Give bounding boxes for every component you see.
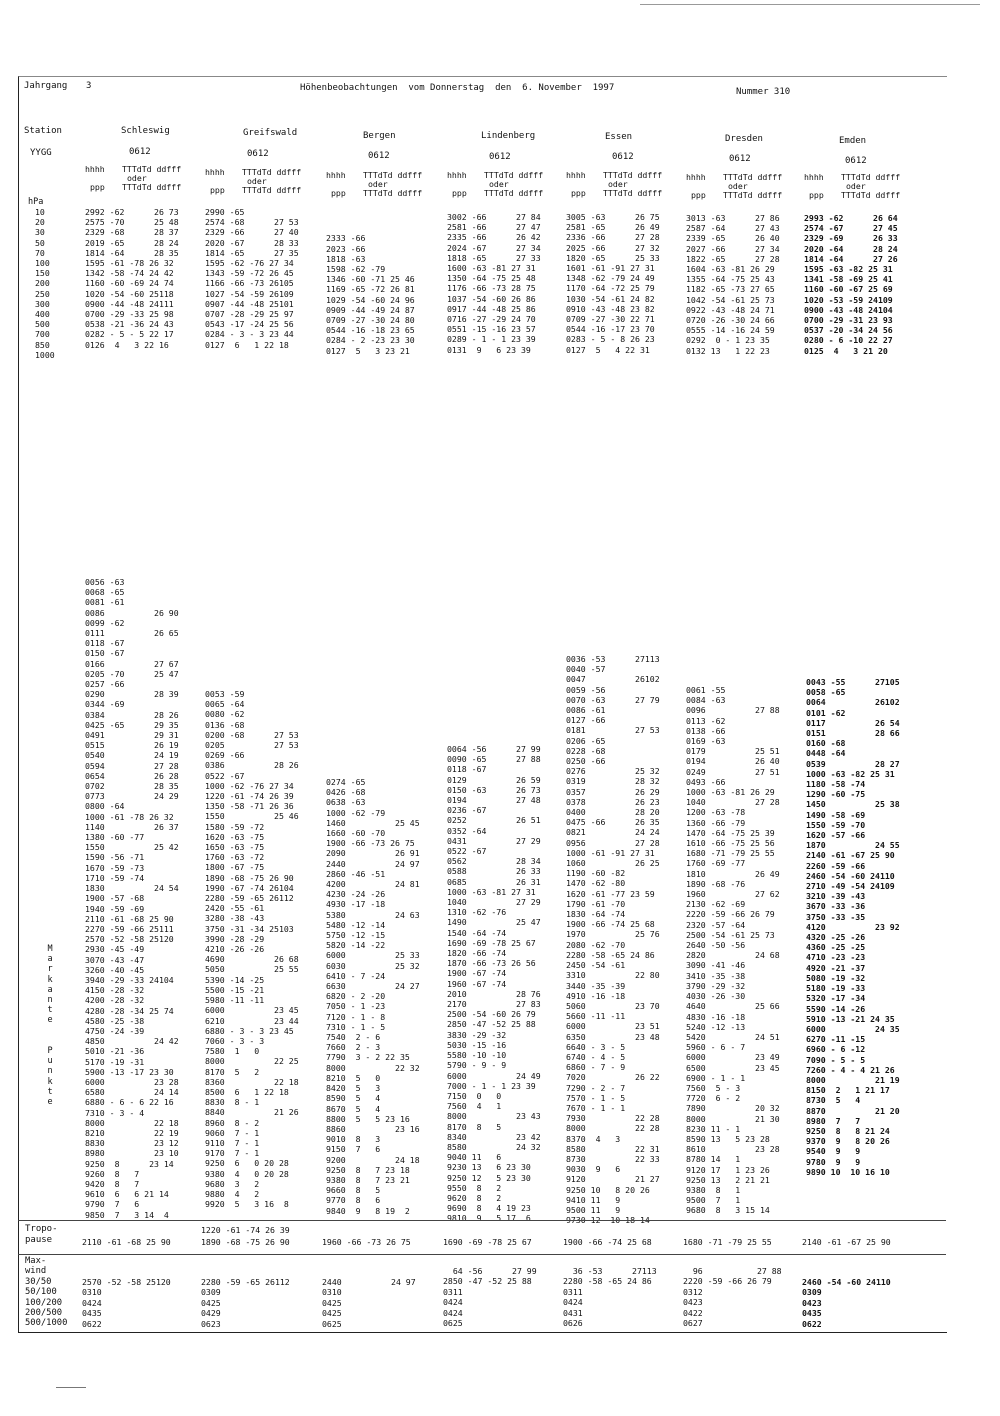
side-label-letter: t — [47, 1086, 53, 1097]
col-header-hhhh: hhhh — [205, 167, 225, 177]
side-label-letter: a — [47, 984, 53, 995]
tropopause-value: 2110 -61 -68 25 90 — [82, 1237, 171, 1247]
standard-levels-lindenberg: 3002 -66 27 84 2581 -66 27 47 2335 -66 26 42 2024 -67 27 34 1818 -65 27 33 1600 -63 -81 27 31 1350 -64 -75 25 48 1176 -66 -73 28 75 1037 -54 -60 26 86 0917 -44 -48 25 86 0716 -27 -29 24 70 0551 -15 -16 23 57 0289 - 1 - 1 23 39 0131 9 6 23 39 — [447, 212, 541, 355]
station-time-schleswig: 0612 — [129, 147, 151, 157]
maxwind-schleswig: 2570 -52 -58 25120 0310 0424 0435 0622 — [82, 1277, 171, 1329]
col-header-ttt-2: TTTdTd ddfff — [484, 188, 544, 198]
col-header-ttt: TTTdTd ddfff — [841, 172, 901, 182]
col-header-ttt: TTTdTd ddfff — [363, 170, 423, 180]
station-time-essen: 0612 — [612, 152, 634, 162]
col-header-oder: oder — [608, 179, 628, 189]
pressure-level: 150 — [35, 268, 50, 279]
station-time-greifswald: 0612 — [247, 149, 269, 159]
col-header-ttt-2: TTTdTd ddfff — [242, 185, 302, 195]
side-label-letter: e — [47, 1015, 53, 1026]
pressure-level: 500 — [35, 319, 50, 330]
tropopause-value: 1900 -66 -74 25 68 — [563, 1237, 652, 1247]
tropopause-value: 1690 -69 -78 25 67 — [443, 1237, 532, 1247]
station-name-bergen: Bergen — [363, 131, 396, 141]
tropopause-label: Tropo- pause — [25, 1224, 58, 1245]
side-label-letter: n — [47, 1066, 53, 1077]
col-header-hhhh: hhhh — [566, 170, 586, 180]
pressure-level: 50 — [35, 237, 45, 248]
significant-levels-lindenberg: 0064 -56 27 99 0090 -65 27 88 0118 -67 0129 26 59 0150 -63 26 73 0194 27 48 0236 -67 0252 26 51 0352 -64 0431 27 29 0522 -67 0562 28 34 0588 26 33 0685 26 31 1000 -63 -81 27 31 1040 27 29 1310 -62 -76 1490 25 47 1540 -64 -74 1690 -69 -78 25 67 1820 -66 -74 1870 -66 -73 26 56 1900 -67 -74 1960 -67 -74 2010 28 76 2170 27 83 2500 -54 -60 26 79 2850 -47 -52 25 88 3830 -29 -32 5030 -15 -16 5580 -10 -10 5790 - 9 - 9 6000 24 49 7000 - 1 - 1 23 39 7150 0 0 7560 4 1 8000 23 43 8170 8 5 8340 23 42 8580 24 32 9040 11 6 9230 13 6 23 30 9250 12 5 23 30 9550 8 2 9620 8 2 9690 8 4 19 23 9810 9 5 17 6 — [447, 744, 541, 1224]
side-label-letter: M — [47, 944, 53, 954]
station-name-dresden: Dresden — [725, 134, 763, 144]
pressure-level: 100 — [35, 258, 50, 269]
pressure-level: 30 — [35, 227, 45, 238]
side-label-letter: P — [47, 1046, 53, 1056]
col-header-oder: oder — [846, 181, 866, 191]
standard-levels-essen: 3005 -63 26 75 2581 -65 26 49 2336 -66 27 28 2025 -66 27 32 1820 -65 25 33 1601 -61 -91 27 31 1348 -62 -79 24 49 1170 -64 -72 25 79 1030 -54 -61 24 82 0910 -43 -48 23 82 0709 -27 -30 22 71 0544 -16 -17 23 70 0283 - 5 - 8 26 23 0127 5 4 22 31 — [566, 212, 660, 355]
standard-levels-schleswig: 2992 -62 26 73 2575 -70 25 48 2329 -68 28 37 2019 -65 28 24 1814 -64 28 35 1595 -61 -78 26 32 1342 -58 -74 24 42 1160 -60 -69 24 74 1020 -54 -60 25118 0900 -44 -48 24111 0700 -29 -33 25 98 0538 -21 -36 24 43 0282 - 5 - 5 22 17 0126 4 3 22 16 — [85, 207, 179, 350]
col-header-oder: oder — [127, 173, 147, 183]
side-label-letter: u — [47, 1056, 53, 1067]
col-header-ttt-2: TTTdTd ddfff — [122, 182, 182, 192]
col-header-ppp: ppp — [452, 188, 467, 198]
station-name-essen: Essen — [605, 132, 633, 142]
col-header-ttt: TTTdTd ddfff — [122, 164, 182, 174]
standard-levels-bergen: 2333 -66 2023 -66 1818 -63 1598 -62 -79 1346 -60 -71 25 46 1169 -65 -72 26 81 1029 -54 -60 24 96 0909 -44 -49 24 87 0709 -27 -30 24 80 0544 -16 -18 23 65 0284 - 2 -23 23 30 0127 5 3 23 21 — [326, 233, 415, 356]
col-header-ppp: ppp — [210, 185, 225, 195]
col-header-hhhh: hhhh — [447, 170, 467, 180]
col-header-ttt: TTTdTd ddfff — [603, 170, 663, 180]
station-label: Station — [24, 126, 62, 136]
pressure-level: 400 — [35, 309, 50, 320]
col-header-ppp: ppp — [809, 190, 824, 200]
yygg-label: YYGG — [30, 148, 52, 158]
scan-artifact-line — [56, 1387, 86, 1388]
col-header-ttt-2: TTTdTd ddfff — [841, 190, 901, 200]
significant-levels-schleswig: 0056 -63 0068 -65 0081 -61 0086 26 90 0099 -62 0111 26 65 0118 -67 0150 -67 0166 27 67 0205 -70 25 47 0257 -66 0290 28 39 0344 -69 0384 28 26 0425 -65 29 35 0491 29 31 0515 26 19 0540 24 19 0594 27 28 0654 26 28 0702 28 35 0773 24 29 0800 -64 1000 -61 -78 26 32 1140 26 37 1380 -60 -77 1550 25 42 1590 -56 -71 1670 -59 -73 1710 -59 -74 1830 24 54 1900 -57 -68 1940 -59 -69 2110 -61 -68 25 90 2270 -59 -66 25111 2570 -52 -58 25120 2930 -45 -49 3070 -43 -47 3260 -40 -45 3940 -29 -33 24104 4150 -28 -32 4200 -28 -32 4280 -28 -34 25 74 4580 -25 -38 4750 -24 -39 4850 24 42 5010 -21 -36 5170 -19 -31 5900 -13 -17 23 30 6000 23 28 6580 24 14 6880 - 6 - 6 22 16 7310 - 3 - 4 8000 22 18 8210 22 19 8830 23 12 8980 23 10 9250 8 23 14 9260 8 7 9420 8 7 9610 6 6 21 14 9790 7 6 9850 7 3 14 4 — [85, 577, 179, 1220]
pressure-level: 20 — [35, 217, 45, 228]
pressure-level: 250 — [35, 288, 50, 299]
maxwind-lindenberg: 64 -56 27 99 2850 -47 -52 25 88 0311 0424 0424 0625 — [443, 1266, 537, 1329]
col-header-ttt: TTTdTd ddfff — [242, 167, 302, 177]
pressure-level-column — [35, 207, 55, 360]
issue-number: Nummer 310 — [736, 87, 791, 97]
col-header-oder: oder — [489, 179, 509, 189]
tropopause-value: 2140 -61 -67 25 90 — [802, 1237, 891, 1247]
col-header-ttt: TTTdTd ddfff — [484, 170, 544, 180]
tropopause-value: 1680 -71 -79 25 55 — [683, 1237, 772, 1247]
significant-levels-essen: 0036 -53 27113 0040 -57 0047 26102 0059 -56 0070 -63 27 79 0086 -61 0127 -66 0181 27 53 0206 -65 0228 -68 0250 -66 0276 25 32 0319 28 32 0357 26 29 0378 26 23 0400 28 20 0475 -66 26 35 0821 24 24 0956 27 28 1000 -61 -91 27 31 1060 26 25 1190 -60 -82 1470 -62 -80 1620 -61 -77 23 59 1790 -61 -70 1830 -64 -74 1900 -66 -74 25 68 1970 25 76 2080 -62 -70 2280 -58 -65 24 86 2450 -54 -61 3310 22 80 3440 -35 -39 4910 -16 -18 5060 23 70 5660 -11 -11 6000 23 51 6350 23 48 6640 - 3 - 5 6740 - 4 - 5 6860 - 7 - 9 7020 26 22 7290 - 2 - 7 7570 - 1 - 5 7670 - 1 - 1 7930 22 28 8000 22 28 8370 4 3 8580 22 31 8730 22 33 9030 9 6 9120 21 27 9250 10 8 20 26 9410 11 9 9500 11 9 9730 12 10 18 14 — [566, 654, 660, 1226]
side-label-letter: t — [47, 1005, 53, 1016]
maxwind-labels: Max- wind 30/50 50/100 100/200 200/500 500/1000 — [25, 1256, 68, 1329]
col-header-ttt-2: TTTdTd ddfff — [603, 188, 663, 198]
pressure-level: 700 — [35, 329, 50, 340]
tropopause-value: 1960 -66 -73 26 75 — [322, 1237, 411, 1247]
col-header-oder: oder — [368, 179, 388, 189]
side-label-letter: k — [47, 1076, 53, 1087]
scan-edge-line — [640, 4, 980, 5]
col-header-ppp: ppp — [90, 182, 105, 192]
station-time-dresden: 0612 — [729, 154, 751, 164]
pressure-level: 850 — [35, 339, 50, 350]
side-label-letter: e — [47, 1097, 53, 1107]
hpa-label: hPa — [28, 197, 44, 207]
maxwind-greifswald: 2280 -59 -65 26112 0309 0425 0429 0623 — [201, 1277, 290, 1329]
pressure-level: 1000 — [35, 349, 55, 360]
col-header-ttt: TTTdTd ddfff — [723, 172, 783, 182]
station-time-bergen: 0612 — [368, 151, 390, 161]
col-header-ttt-2: TTTdTd ddfff — [363, 188, 423, 198]
tropopause-separator — [18, 1220, 946, 1221]
maxwind-bergen: 2440 24 97 0310 0425 0425 0625 — [322, 1277, 416, 1329]
jahrgang-label: Jahrgang — [24, 81, 68, 91]
station-name-schleswig: Schleswig — [121, 126, 170, 136]
maxwind-emden: 2460 -54 -60 24110 0309 0423 0435 0622 — [802, 1277, 891, 1329]
standard-levels-emden: 2993 -62 26 64 2574 -67 27 45 2329 -69 26 33 2020 -64 28 24 1814 -64 27 26 1595 -63 -82 25 31 1341 -58 -69 25 41 1160 -60 -67 25 69 1020 -53 -59 24109 0900 -43 -48 24104 0700 -29 -31 23 93 0537 -20 -34 24 56 0280 - 6 -10 22 27 0125 4 3 21 20 — [804, 213, 898, 356]
pressure-level: 70 — [35, 247, 45, 258]
col-header-hhhh: hhhh — [686, 172, 706, 182]
station-time-emden: 0612 — [845, 156, 867, 166]
station-name-lindenberg: Lindenberg — [481, 131, 536, 141]
station-time-lindenberg: 0612 — [489, 152, 511, 162]
page-title: Höhenbeobachtungen vom Donnerstag den 6. November 1997 — [300, 83, 615, 93]
col-header-oder: oder — [728, 181, 748, 191]
jahrgang-value: 3 — [86, 81, 92, 91]
standard-levels-dresden: 3013 -63 27 86 2587 -64 27 43 2339 -65 26 40 2027 -66 27 34 1822 -65 27 28 1604 -63 -81 26 29 1355 -64 -75 25 43 1182 -65 -73 27 65 1042 -54 -61 25 73 0922 -43 -48 24 71 0720 -26 -30 24 66 0555 -14 -16 24 59 0292 0 - 1 23 35 0132 13 1 22 23 — [686, 213, 780, 356]
side-label-letter: n — [47, 995, 53, 1005]
significant-levels-greifswald: 0053 -59 0065 -64 0080 -62 0136 -68 0200 -68 27 53 0205 27 53 0269 -66 0386 28 26 0522 -67 1000 -62 -76 27 34 1220 -61 -74 26 39 1350 -58 -71 26 36 1550 25 46 1580 -59 -72 1620 -63 -75 1650 -63 -75 1760 -63 -72 1800 -67 -75 1890 -68 -75 26 90 1990 -67 -74 26104 2280 -59 -65 26112 2420 -55 -61 3280 -38 -43 3750 -31 -34 25103 3990 -28 -29 4210 -26 -26 4690 26 68 5050 25 55 5390 -14 -25 5500 -15 -21 5980 -11 -11 6000 23 45 6210 23 44 6880 - 3 - 3 23 45 7060 - 3 - 3 7580 1 0 8000 22 25 8170 5 2 8360 22 18 8500 6 1 22 18 8830 8 - 1 8840 21 26 8960 8 - 2 9060 7 - 1 9110 7 - 1 9170 7 - 1 9250 6 0 20 28 9380 4 0 20 28 9680 3 2 9880 4 2 9920 5 3 16 8 — [205, 689, 299, 1210]
pressure-level: 10 — [35, 207, 45, 217]
col-header-hhhh: hhhh — [804, 172, 824, 182]
station-name-greifswald: Greifswald — [243, 128, 298, 138]
maxwind-separator — [18, 1254, 946, 1255]
col-header-hhhh: hhhh — [326, 170, 346, 180]
tropopause-value: 1890 -68 -75 26 90 — [201, 1237, 290, 1247]
maxwind-essen: 36 -53 27113 2280 -58 -65 24 86 0311 0424 0431 0626 — [563, 1266, 657, 1329]
pressure-level: 300 — [35, 298, 50, 309]
standard-levels-greifswald: 2990 -65 2574 -68 27 53 2329 -66 27 40 2020 -67 28 33 1814 -65 27 35 1595 -62 -76 27 34 1343 -59 -72 26 45 1166 -66 -73 26105 1027 -54 -59 26109 0907 -44 -48 25101 0707 -28 -29 25 97 0543 -17 -24 25 56 0284 - 3 - 3 23 44 0127 6 1 22 18 — [205, 207, 299, 350]
significant-levels-dresden: 0061 -55 0084 -63 0096 27 88 0113 -62 0138 -66 0169 -63 0179 25 51 0194 26 40 0249 27 51 0493 -66 1000 -63 -81 26 29 1040 27 28 1200 -63 -78 1360 -66 -79 1470 -64 -75 25 39 1610 -66 -75 25 56 1680 -71 -79 25 55 1760 -69 -77 1810 26 49 1890 -68 -76 1960 27 62 2130 -62 -69 2220 -59 -66 26 79 2320 -57 -64 2500 -54 -61 25 73 2640 -50 -56 2820 24 68 3090 -41 -46 3410 -35 -38 3790 -29 -32 4030 -26 -30 4640 25 66 4830 -16 -18 5240 -12 -13 5420 24 51 5960 - 6 - 7 6000 23 49 6500 23 45 6900 - 1 - 1 7560 5 - 3 7720 6 - 2 7890 20 32 8000 21 30 8230 11 - 1 8590 13 5 23 28 8610 23 28 8780 14 1 9120 17 1 23 26 9250 13 2 21 21 9380 8 1 9500 7 1 9680 8 3 15 14 — [686, 685, 780, 1216]
col-header-ppp: ppp — [331, 188, 346, 198]
significant-levels-emden: 0043 -55 27105 0058 -65 0064 26102 0101 -62 0117 26 54 0151 28 66 0160 -68 0448 -64 0539 28 27 1000 -63 -82 25 31 1180 -58 -74 1290 -60 -75 1450 25 38 1490 -58 -69 1550 -59 -70 1620 -57 -66 1870 24 55 2140 -61 -67 25 90 2260 -59 -66 2460 -54 -60 24110 2710 -49 -54 24109 3210 -39 -43 3670 -33 -36 3750 -33 -35 4120 23 92 4320 -25 -26 4360 -25 -25 4710 -23 -23 4920 -21 -37 5080 -19 -32 5180 -19 -33 5320 -17 -34 5590 -14 -26 5910 -13 -21 24 35 6000 24 35 6270 -11 -15 6960 - 6 -12 7090 - 5 - 5 7260 - 4 - 4 21 26 8000 21 19 8150 2 1 21 17 8730 5 4 8870 21 20 8980 7 7 9250 8 8 21 24 9370 9 8 20 26 9540 9 9 9780 9 9 9890 10 10 16 10 — [806, 677, 900, 1177]
col-header-oder: oder — [247, 176, 267, 186]
station-name-emden: Emden — [839, 136, 867, 146]
side-label-letter: k — [47, 974, 53, 985]
maxwind-dresden: 96 27 88 2220 -59 -66 26 79 0312 0423 0422 0627 — [683, 1266, 782, 1329]
col-header-ttt-2: TTTdTd ddfff — [723, 190, 783, 200]
col-header-hhhh: hhhh — [85, 164, 105, 174]
side-label-letter: a — [47, 954, 53, 965]
side-label-letter: r — [47, 964, 53, 975]
col-header-ppp: ppp — [691, 190, 706, 200]
tropopause-greifswald-upper: 1220 -61 -74 26 39 — [201, 1225, 290, 1235]
col-header-ppp: ppp — [571, 188, 586, 198]
significant-levels-bergen: 0274 -65 0426 -68 0638 -63 1000 -62 -79 1460 25 45 1660 -60 -70 1900 -66 -73 26 75 2090 26 91 2440 24 97 2860 -46 -51 4200 24 81 4230 -24 -26 4930 -17 -18 5380 24 63 5480 -12 -14 5750 -12 -15 5820 -14 -22 6000 25 33 6030 25 32 6410 - 7 -24 6630 24 27 6820 - 2 -20 7050 - 1 -23 7120 - 1 - 8 7310 - 1 - 5 7540 2 - 6 7660 2 - 3 7790 3 - 2 22 35 8000 22 32 8210 5 0 8420 5 3 8590 5 4 8670 5 4 8800 5 5 23 16 8860 23 16 9010 8 3 9150 7 6 9200 24 18 9250 8 7 23 18 9380 8 7 23 21 9660 8 5 9770 8 6 9840 9 8 19 2 — [326, 777, 420, 1216]
pressure-level: 200 — [35, 278, 50, 289]
